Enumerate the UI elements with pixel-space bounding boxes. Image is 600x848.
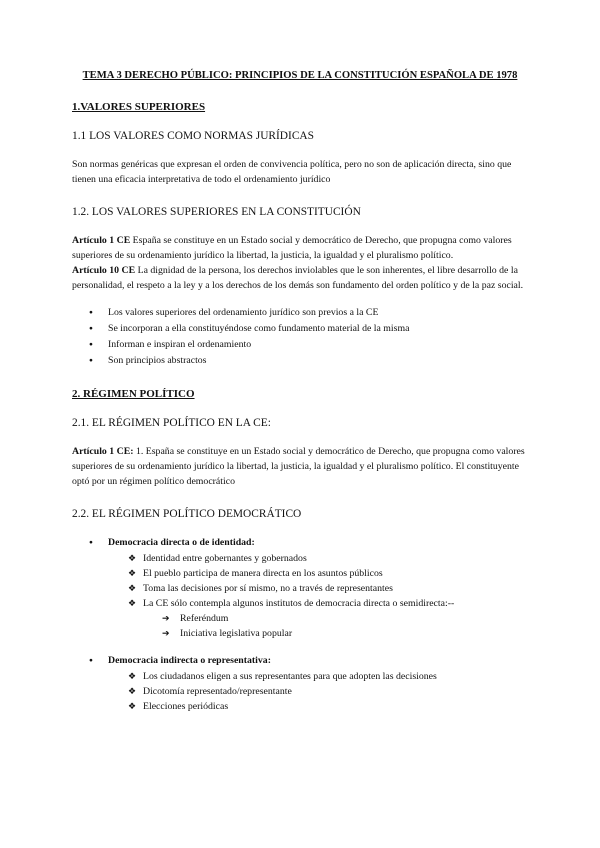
article-10-label: Artículo 10 CE	[72, 265, 136, 276]
paragraph-articulo-1	[72, 233, 528, 263]
list-item: ❖ Elecciones periódicas	[72, 699, 528, 714]
list-item: ❖ Toma las decisiones por sí mismo, no a través de representantes	[72, 581, 528, 596]
list-item: ❖ La CE sólo contempla algunos institutos de democracia directa o semidirecta:--	[72, 596, 528, 611]
valores-bullet-list	[72, 305, 528, 369]
democracia-directa-label: Democracia directa o de identidad:	[108, 537, 255, 548]
subsection-1-2-heading: 1.2. LOS VALORES SUPERIORES EN LA CONSTITUCIÓN	[72, 206, 361, 218]
list-item: ❖ El pueblo participa de manera directa en los asuntos públicos	[72, 566, 528, 581]
list-item: ❖ Los ciudadanos eligen a sus representantes para que adopten las decisiones	[72, 669, 528, 684]
democracia-directa-item	[72, 535, 528, 551]
democracia-directa-sublist	[72, 551, 528, 611]
democracia-indirecta-label: Democracia indirecta o representativa:	[108, 655, 271, 666]
article-1-regimen-label: Artículo 1 CE:	[72, 446, 134, 457]
subsection-2-1-heading: 2.1. EL RÉGIMEN POLÍTICO EN LA CE:	[72, 417, 271, 429]
democracia-indirecta-list	[72, 653, 528, 669]
article-1-label: Artículo 1 CE	[72, 235, 131, 246]
paragraph-regimen-articulo-1	[72, 444, 528, 489]
article-1-regimen-text: 1. España se constituye en un Estado social y democrático de Derecho, que propugna como valores superiores de su ordenamiento jurídico la libertad, la justicia, la igualdad y el pluralismo político. El constituyente optó por un régimen político democrático	[72, 446, 525, 487]
list-item: ● Se incorporan a ella constituyéndose como fundamento material de la misma	[72, 321, 528, 337]
list-item: ● Informan e inspiran el ordenamiento	[72, 337, 528, 353]
list-item: ❖ Identidad entre gobernantes y gobernados	[72, 551, 528, 566]
document-title: TEMA 3 DERECHO PÚBLICO: PRINCIPIOS DE LA CONSTITUCIÓN ESPAÑOLA DE 1978	[82, 70, 518, 81]
section-1-heading: 1.VALORES SUPERIORES	[72, 101, 206, 113]
list-item: ● Son principios abstractos	[72, 353, 528, 369]
democracia-indirecta-item	[72, 653, 528, 669]
list-item: ● Los valores superiores del ordenamiento jurídico son previos a la CE	[72, 305, 528, 321]
list-item: ❖ Dicotomía representado/representante	[72, 684, 528, 699]
list-item: ➔ Referéndum	[72, 611, 528, 626]
subsection-2-2-heading: 2.2. EL RÉGIMEN POLÍTICO DEMOCRÁTICO	[72, 508, 302, 520]
institutos-list	[72, 611, 528, 641]
article-10-text: La dignidad de la persona, los derechos inviolables que le son inherentes, el libre desarrollo de la personalidad, el respeto a la ley y a los derechos de los demás son fundamento del orden político y de la paz social.	[72, 265, 524, 291]
article-1-text: España se constituye en un Estado social y democrático de Derecho, que propugna como valores superiores de su ordenamiento jurídico la libertad, la justicia, la igualdad y el pluralismo político.	[72, 235, 512, 261]
paragraph-valores-normas: Son normas genéricas que expresan el orden de convivencia política, pero no son de aplicación directa, sino que tienen una eficacia interpretativa de todo el ordenamiento jurídico	[72, 159, 512, 185]
section-2-heading: 2. RÉGIMEN POLÍTICO	[72, 388, 195, 400]
democracia-indirecta-sublist	[72, 669, 528, 714]
subsection-1-1-heading: 1.1 LOS VALORES COMO NORMAS JURÍDICAS	[72, 130, 314, 142]
paragraph-articulo-10	[72, 263, 528, 293]
democracia-directa-list	[72, 535, 528, 551]
list-item: ➔ Iniciativa legislativa popular	[72, 626, 528, 641]
